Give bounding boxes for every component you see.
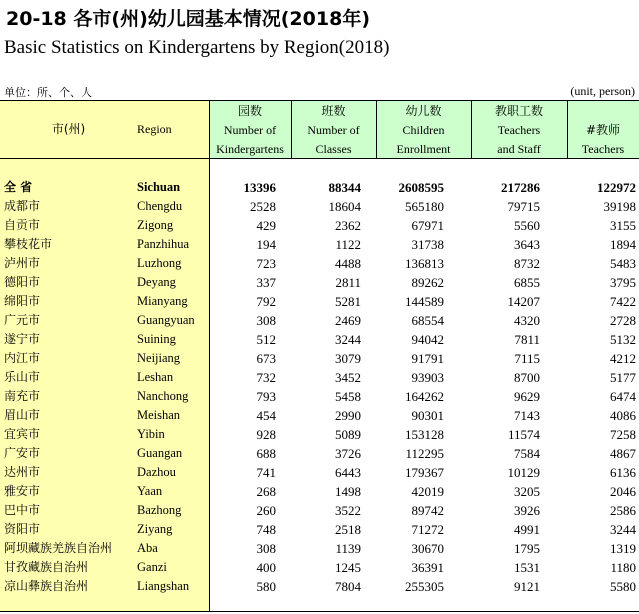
- enrollment-value: 36391: [411, 560, 444, 575]
- enrollment-value: 89262: [411, 275, 444, 290]
- region-name-chinese: 眉山市: [4, 408, 41, 422]
- teachers-value: 5132: [610, 332, 636, 347]
- table-row: [0, 349, 639, 368]
- teachers-staff-value: 8732: [514, 256, 540, 271]
- region-name-english: Bazhong: [137, 503, 182, 517]
- region-name-english: Suining: [137, 332, 176, 346]
- region-name-english: Meishan: [137, 408, 181, 422]
- kindergartens-value: 580: [256, 579, 276, 594]
- table-row: [0, 539, 639, 558]
- teachers-value: 2046: [610, 484, 636, 499]
- enrollment-value: 164262: [405, 389, 444, 404]
- kindergartens-value: 793: [256, 389, 276, 404]
- kindergartens-value: 741: [256, 465, 276, 480]
- kindergartens-value: 429: [256, 218, 276, 233]
- region-name-chinese: 遂宁市: [4, 332, 41, 346]
- table-title-chinese: 20-18 各市(州)幼儿园基本情况(2018年): [6, 8, 370, 30]
- teachers-staff-value: 4991: [514, 522, 540, 537]
- teachers-value: 5580: [610, 579, 636, 594]
- kindergartens-value: 400: [256, 560, 276, 575]
- teachers-value: 39198: [603, 199, 636, 214]
- enrollment-value: 90301: [411, 408, 444, 423]
- teachers-staff-value: 3205: [514, 484, 540, 499]
- region-name-english: Liangshan: [137, 579, 190, 593]
- table-row: [0, 558, 639, 577]
- teachers-value: 1180: [610, 560, 636, 575]
- teachers-staff-value: 9629: [514, 389, 540, 404]
- classes-value: 7804: [335, 579, 361, 594]
- teachers-value: 3244: [610, 522, 636, 537]
- classes-value: 2469: [335, 313, 361, 328]
- kindergartens-value: 2528: [250, 199, 276, 214]
- teachers-staff-value: 3643: [514, 237, 540, 252]
- header-top-rule: [0, 100, 639, 101]
- region-name-english: Yibin: [137, 427, 165, 441]
- region-name-chinese: 泸州市: [4, 256, 41, 270]
- table-row: [0, 482, 639, 501]
- region-name-chinese: 德阳市: [4, 275, 41, 289]
- enrollment-value: 2608595: [398, 180, 444, 195]
- teachers-value: 2586: [610, 503, 636, 518]
- enrollment-value: 112295: [405, 446, 444, 461]
- kindergartens-value: 732: [256, 370, 276, 385]
- teachers-value: 6474: [610, 389, 636, 404]
- table-row: [0, 463, 639, 482]
- kindergartens-value: 194: [256, 237, 276, 252]
- table-row: [0, 197, 639, 216]
- header-city-chinese: 市(州): [51, 122, 86, 136]
- table-row: [0, 501, 639, 520]
- teachers-staff-value: 10129: [507, 465, 540, 480]
- teachers-staff-value: 7811: [514, 332, 540, 347]
- region-name-english: Yaan: [137, 484, 163, 498]
- region-name-english: Ziyang: [137, 522, 173, 536]
- region-name-english: Zigong: [137, 218, 174, 232]
- teachers-staff-value: 7115: [514, 351, 540, 366]
- region-name-chinese: 雅安市: [4, 484, 41, 498]
- classes-value: 3244: [335, 332, 361, 347]
- table-title-english: Basic Statistics on Kindergartens by Region(2018): [4, 37, 390, 58]
- region-name-english: Guangan: [137, 446, 183, 460]
- unit-label-chinese: 单位：所、个、人: [4, 86, 92, 99]
- region-name-english: Ganzi: [137, 560, 167, 574]
- classes-value: 5089: [335, 427, 361, 442]
- enrollment-value: 93903: [411, 370, 444, 385]
- classes-value: 5281: [335, 294, 361, 309]
- classes-value: 1245: [335, 560, 361, 575]
- teachers-staff-value: 8700: [514, 370, 540, 385]
- teachers-value: 4212: [610, 351, 636, 366]
- kindergartens-value: 748: [256, 522, 276, 537]
- table-row: [0, 368, 639, 387]
- region-name-english: Neijiang: [137, 351, 181, 365]
- region-name-english: Deyang: [137, 275, 176, 289]
- region-name-chinese: 宜宾市: [4, 427, 41, 441]
- region-name-chinese: 自贡市: [4, 218, 41, 232]
- kindergartens-value: 308: [256, 541, 276, 556]
- classes-value: 6443: [335, 465, 361, 480]
- kindergartens-value: 688: [256, 446, 276, 461]
- region-name-chinese: 广安市: [4, 446, 41, 460]
- header-region: Region: [137, 122, 172, 136]
- region-name-chinese: 乐山市: [4, 370, 41, 384]
- table-row: [0, 444, 639, 463]
- teachers-value: 3795: [610, 275, 636, 290]
- table-row: [0, 406, 639, 425]
- teachers-value: 4867: [610, 446, 636, 461]
- classes-value: 2990: [335, 408, 361, 423]
- region-name-chinese: 内江市: [4, 351, 41, 365]
- classes-value: 5458: [335, 389, 361, 404]
- classes-value: 2811: [335, 275, 361, 290]
- teachers-staff-value: 1795: [514, 541, 540, 556]
- classes-value: 3522: [335, 503, 361, 518]
- header-kindergartens: 园数 Number of Kindergartens: [216, 104, 284, 156]
- teachers-value: 1894: [610, 237, 636, 252]
- enrollment-value: 30670: [411, 541, 444, 556]
- teachers-value: 1319: [610, 541, 636, 556]
- region-name-english: Nanchong: [137, 389, 189, 403]
- teachers-staff-value: 7584: [514, 446, 540, 461]
- classes-value: 3079: [335, 351, 361, 366]
- region-name-english: Leshan: [137, 370, 174, 384]
- enrollment-value: 67971: [411, 218, 444, 233]
- teachers-value: 7422: [610, 294, 636, 309]
- enrollment-value: 42019: [411, 484, 444, 499]
- table-row: [0, 235, 639, 254]
- region-name-english: Chengdu: [137, 199, 183, 213]
- region-name-english: Panzhihua: [137, 237, 190, 251]
- teachers-staff-value: 4320: [514, 313, 540, 328]
- enrollment-value: 89742: [411, 503, 444, 518]
- kindergartens-value: 723: [256, 256, 276, 271]
- table-row: [0, 577, 639, 596]
- table-row: [0, 254, 639, 273]
- region-name-chinese: 攀枝花市: [4, 237, 53, 251]
- enrollment-value: 255305: [405, 579, 444, 594]
- kindergartens-value: 673: [256, 351, 276, 366]
- table-row: [0, 216, 639, 235]
- enrollment-value: 179367: [405, 465, 444, 480]
- teachers-staff-value: 5560: [514, 218, 540, 233]
- teachers-value: 2728: [610, 313, 636, 328]
- teachers-value: 4086: [610, 408, 636, 423]
- region-name-chinese: 巴中市: [4, 503, 41, 517]
- region-name-chinese: 南充市: [4, 389, 41, 403]
- classes-value: 1122: [335, 237, 361, 252]
- enrollment-value: 565180: [405, 199, 444, 214]
- enrollment-value: 94042: [411, 332, 444, 347]
- teachers-staff-value: 3926: [514, 503, 540, 518]
- classes-value: 4488: [335, 256, 361, 271]
- region-name-chinese: 资阳市: [4, 522, 41, 536]
- kindergartens-value: 337: [256, 275, 276, 290]
- teachers-staff-value: 217286: [501, 180, 540, 195]
- teachers-staff-value: 6855: [514, 275, 540, 290]
- enrollment-value: 31738: [411, 237, 444, 252]
- header-enrollment: 幼儿数 Children Enrollment: [396, 104, 451, 156]
- teachers-value: 3155: [610, 218, 636, 233]
- region-name-chinese: 甘孜藏族自治州: [4, 560, 89, 574]
- classes-value: 2518: [335, 522, 361, 537]
- teachers-staff-value: 1531: [514, 560, 540, 575]
- header-teachers: #教师 Teachers: [581, 123, 625, 156]
- region-name-chinese: 达州市: [4, 465, 41, 479]
- enrollment-value: 144589: [405, 294, 444, 309]
- classes-value: 88344: [328, 180, 361, 195]
- kindergartens-value: 454: [256, 408, 276, 423]
- region-name-english: Luzhong: [137, 256, 182, 270]
- table-row: [0, 387, 639, 406]
- region-name-chinese: 成都市: [4, 199, 41, 213]
- kindergartens-value: 792: [256, 294, 276, 309]
- kindergartens-value: 928: [256, 427, 276, 442]
- teachers-staff-value: 9121: [514, 579, 540, 594]
- classes-value: 18604: [328, 199, 361, 214]
- table-row: [0, 292, 639, 311]
- region-name-english: Aba: [137, 541, 158, 555]
- table-row: [0, 330, 639, 349]
- kindergartens-value: 260: [256, 503, 276, 518]
- header-teachers-staff: 教职工数 Teachers and Staff: [494, 104, 543, 156]
- teachers-staff-value: 11574: [507, 427, 540, 442]
- table-row: [0, 520, 639, 539]
- region-name-chinese: 凉山彝族自治州: [4, 579, 89, 593]
- teachers-staff-value: 79715: [507, 199, 540, 214]
- teachers-staff-value: 14207: [507, 294, 540, 309]
- enrollment-value: 153128: [405, 427, 444, 442]
- unit-label-english: (unit, person): [570, 84, 635, 98]
- kindergartens-value: 308: [256, 313, 276, 328]
- teachers-value: 122972: [597, 180, 636, 195]
- kindergartens-value: 13396: [243, 180, 276, 195]
- teachers-value: 5177: [610, 370, 636, 385]
- classes-value: 2362: [335, 218, 361, 233]
- region-name-chinese: 绵阳市: [4, 294, 41, 308]
- region-name-english: Guangyuan: [137, 313, 195, 327]
- classes-value: 1139: [335, 541, 361, 556]
- region-name-chinese: 广元市: [4, 313, 41, 327]
- teachers-staff-value: 7143: [514, 408, 540, 423]
- kindergartens-value: 512: [256, 332, 276, 347]
- table-bottom-rule: [0, 611, 639, 612]
- teachers-value: 7258: [610, 427, 636, 442]
- classes-value: 1498: [335, 484, 361, 499]
- region-name-chinese: 全 省: [4, 180, 33, 194]
- enrollment-value: 136813: [405, 256, 444, 271]
- table-row: [0, 273, 639, 292]
- region-name-chinese: 阿坝藏族羌族自治州: [4, 541, 113, 555]
- region-name-english: Sichuan: [137, 180, 181, 194]
- classes-value: 3452: [335, 370, 361, 385]
- header-classes: 班数 Number of Classes: [307, 104, 360, 156]
- region-name-english: Mianyang: [137, 294, 188, 308]
- enrollment-value: 91791: [411, 351, 444, 366]
- enrollment-value: 71272: [411, 522, 444, 537]
- enrollment-value: 68554: [411, 313, 444, 328]
- teachers-value: 5483: [610, 256, 636, 271]
- kindergartens-value: 268: [256, 484, 276, 499]
- region-name-english: Dazhou: [137, 465, 176, 479]
- table-row: [0, 425, 639, 444]
- table-row: [0, 311, 639, 330]
- classes-value: 3726: [335, 446, 361, 461]
- teachers-value: 6136: [610, 465, 636, 480]
- table-row-total: [0, 178, 639, 197]
